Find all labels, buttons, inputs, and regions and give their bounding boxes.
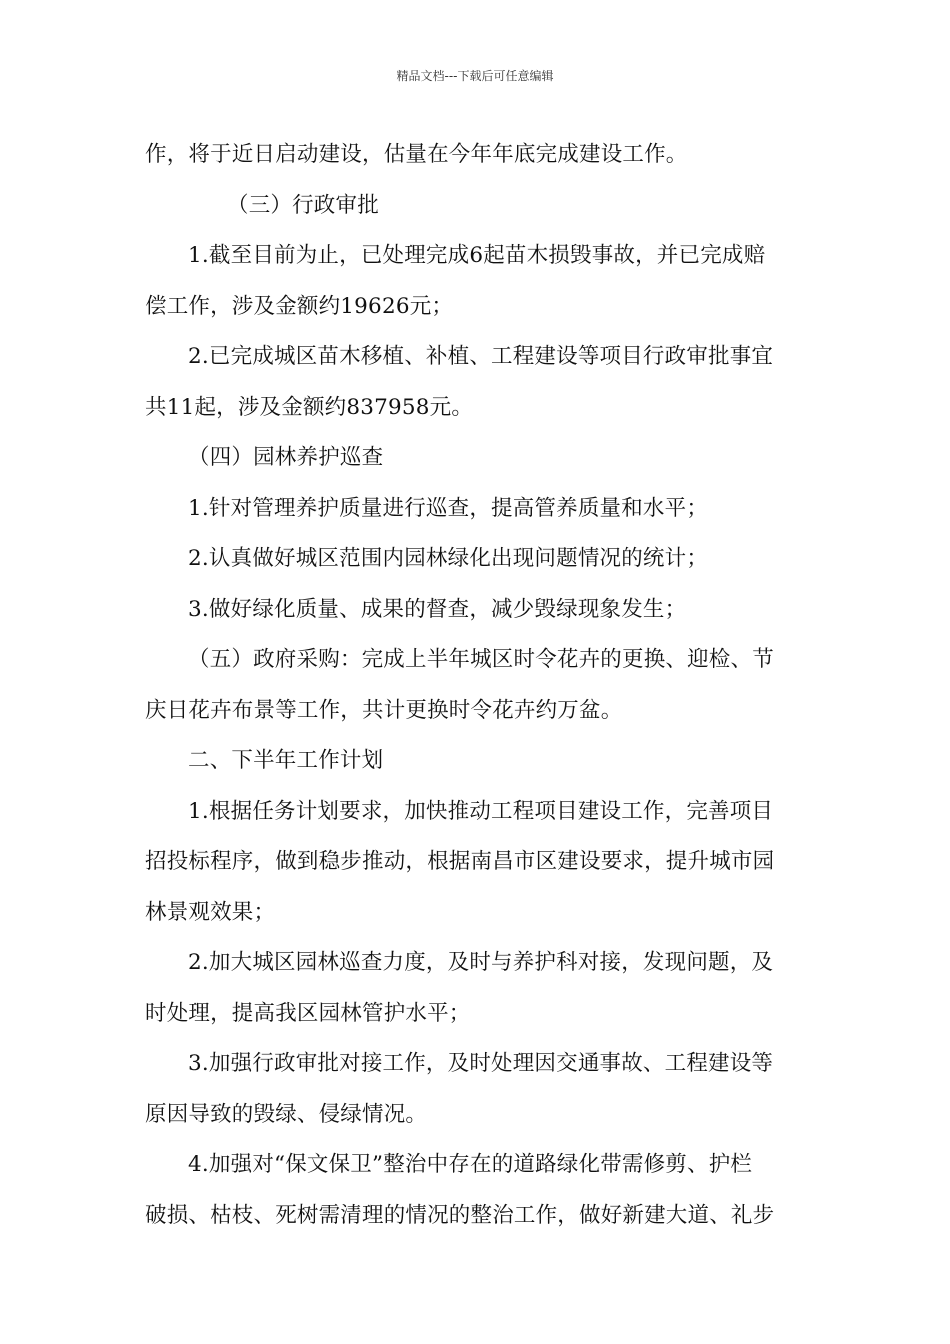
paragraph-line: 时处理，提高我区园林管护水平；	[145, 1000, 471, 1026]
paragraph-line: 庆日花卉布景等工作，共计更换时令花卉约万盆。	[145, 697, 623, 723]
paragraph-line: 4.加强对“保文保卫”整治中存在的道路绿化带需修剪、护栏	[188, 1152, 753, 1177]
page-header: 精品文档---下载后可任意编辑	[396, 69, 554, 83]
paragraph-line: 破损、枯枝、死树需清理的情况的整治工作，做好新建大道、礼步	[145, 1202, 775, 1228]
paragraph-line: 2.加大城区园林巡查力度，及时与养护科对接，发现问题，及	[188, 950, 774, 975]
document-body	[145, 130, 810, 1241]
section-heading: 二、下半年工作计划	[188, 748, 384, 773]
paragraph-line: 原因导致的毁绿、侵绿情况。	[145, 1101, 428, 1127]
paragraph-line: 3.加强行政审批对接工作，及时处理因交通事故、工程建设等	[188, 1051, 774, 1076]
paragraph-line: 1.截至目前为止，已处理完成6起苗木损毁事故，并已完成赔	[188, 243, 766, 268]
section-heading: （四）园林养护巡查	[188, 445, 384, 470]
paragraph-line: 3.做好绿化质量、成果的督查，减少毁绿现象发生；	[188, 596, 687, 622]
paragraph-line: 2.认真做好城区范围内园林绿化出现问题情况的统计；	[188, 546, 709, 571]
section-heading: （三）行政审批	[227, 192, 379, 218]
paragraph-line: 2.已完成城区苗木移植、补植、工程建设等项目行政审批事宜	[188, 344, 774, 369]
paragraph-line: 偿工作，涉及金额约19626元；	[145, 293, 454, 319]
paragraph-line: 1.根据任务计划要求，加快推动工程项目建设工作，完善项目	[188, 798, 774, 824]
paragraph-line: 共11起，涉及金额约837958元。	[145, 394, 474, 420]
paragraph-line: 林景观效果；	[145, 899, 276, 925]
paragraph-line: 1.针对管理养护质量进行巡查，提高管养质量和水平；	[188, 495, 709, 521]
paragraph-line: 招投标程序，做到稳步推动，根据南昌市区建设要求，提升城市园	[145, 849, 775, 874]
paragraph-line: （五）政府采购：完成上半年城区时令花卉的更换、迎检、节	[188, 647, 774, 672]
paragraph-line: 作，将于近日启动建设，估量在今年年底完成建设工作。	[145, 142, 688, 167]
